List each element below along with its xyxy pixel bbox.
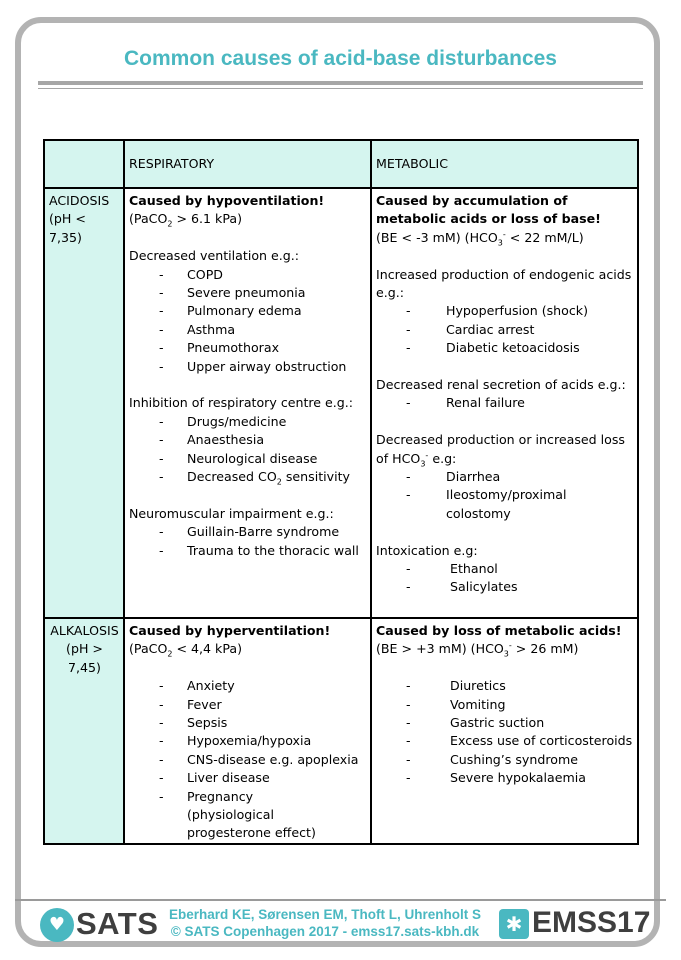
intoxication-label: Intoxication e.g: bbox=[376, 542, 478, 558]
acidosis-respiratory-cell bbox=[124, 188, 371, 618]
list-item: - Vomiting bbox=[376, 696, 634, 714]
hco3-loss-label: Decreased production or increased loss of $HCO_3^-$ e.g: bbox=[376, 432, 625, 469]
list-item: - Severe pneumonia bbox=[129, 284, 367, 302]
acidosis-ph-range: (pH < 7,35) bbox=[49, 211, 86, 245]
inhibition-label: Inhibition of respiratory centre e.g.: bbox=[129, 395, 354, 411]
alkalosis-label-cell bbox=[44, 618, 124, 844]
footer-authors: Eberhard KE, Sørensen EM, Thoft L, Uhrenholt S bbox=[168, 907, 482, 922]
endogenic-label: Increased production of endogenic acids e.g.: bbox=[376, 266, 632, 301]
list-item: - Ethanol bbox=[376, 560, 634, 578]
alkalosis-resp-list bbox=[129, 677, 367, 843]
list-item: - Diarrhea bbox=[376, 468, 634, 486]
footer-divider bbox=[15, 899, 666, 901]
inhibition-list bbox=[129, 413, 367, 487]
list-item: - Hypoxemia/hypoxia bbox=[129, 732, 367, 750]
endogenic-list bbox=[376, 302, 634, 357]
list-item: - Trauma to the thoracic wall bbox=[129, 542, 367, 560]
list-item: - Asthma bbox=[129, 321, 367, 339]
acidosis-label: ACIDOSIS bbox=[49, 193, 110, 208]
list-item: - Anaesthesia bbox=[129, 431, 367, 449]
header-respiratory: RESPIRATORY bbox=[124, 140, 371, 188]
page-title: Common causes of acid-base disturbances bbox=[124, 47, 557, 70]
list-item: - Ileostomy/proximal colostomy bbox=[376, 486, 634, 523]
title-divider-thin bbox=[38, 88, 643, 89]
acidosis-label-cell bbox=[44, 188, 124, 618]
list-item: - Hypoperfusion (shock) bbox=[376, 302, 634, 320]
list-item: - Pulmonary edema bbox=[129, 302, 367, 320]
title-divider-thick bbox=[38, 81, 643, 85]
list-item: - Guillain-Barre syndrome bbox=[129, 523, 367, 541]
acid-base-table bbox=[43, 139, 639, 845]
list-item: - Pregnancy (physiological progesterone effect) bbox=[129, 788, 367, 843]
list-item: - Salicylates bbox=[376, 578, 634, 596]
renal-label: Decreased renal secretion of acids e.g.: bbox=[376, 377, 626, 393]
sats-logo-text: SATS bbox=[76, 906, 159, 941]
decreased-ventilation-label: Decreased ventilation e.g.: bbox=[129, 248, 299, 264]
intoxication-list bbox=[376, 560, 634, 597]
acidosis-resp-paco2: (PaCO$_2$ > 6.1 kPa) bbox=[129, 211, 243, 229]
emss-logo-text: EMSS17 bbox=[532, 906, 651, 939]
alkalosis-row bbox=[44, 618, 638, 844]
list-item: - Fever bbox=[129, 696, 367, 714]
sats-logo bbox=[40, 906, 170, 946]
list-item: - Neurological disease bbox=[129, 450, 367, 468]
corner-cell bbox=[44, 140, 124, 188]
list-item: - Diabetic ketoacidosis bbox=[376, 339, 634, 357]
alkalosis-respiratory-cell bbox=[124, 618, 371, 844]
alkalosis-label: ALKALOSIS bbox=[50, 623, 119, 638]
list-item: - Pneumothorax bbox=[129, 339, 367, 357]
acidosis-metabolic-cell bbox=[371, 188, 638, 618]
footer-credits bbox=[160, 906, 490, 940]
acidosis-meta-values: (BE < -3 mM) ($HCO_3^- < 22$ mM/L) bbox=[376, 229, 584, 248]
neuromuscular-list bbox=[129, 523, 367, 560]
alkalosis-meta-list bbox=[376, 677, 634, 787]
emss-logo bbox=[499, 906, 649, 946]
hco3-loss-list bbox=[376, 468, 634, 523]
list-item: - Severe hypokalaemia bbox=[376, 769, 634, 787]
decreased-ventilation-list bbox=[129, 266, 367, 376]
acidosis-resp-heading: Caused by hypoventilation! bbox=[129, 193, 325, 208]
list-item: - Cardiac arrest bbox=[376, 321, 634, 339]
header-metabolic: METABOLIC bbox=[371, 140, 638, 188]
list-item: - Liver disease bbox=[129, 769, 367, 787]
list-item: - Cushing’s syndrome bbox=[376, 751, 634, 769]
alkalosis-metabolic-cell bbox=[371, 618, 638, 844]
emss-star-of-life-icon: ✱ bbox=[499, 909, 529, 939]
list-item: - Gastric suction bbox=[376, 714, 634, 732]
list-item: - Upper airway obstruction bbox=[129, 358, 367, 376]
header-row bbox=[44, 140, 638, 188]
renal-list bbox=[376, 394, 634, 412]
alkalosis-resp-heading: Caused by hyperventilation! bbox=[129, 623, 331, 638]
footer-copyright: © SATS Copenhagen 2017 - emss17.sats-kbh.dk bbox=[170, 924, 480, 939]
sats-heart-icon: ♥ bbox=[40, 908, 74, 942]
list-item: - Anxiety bbox=[129, 677, 367, 695]
list-item: - Sepsis bbox=[129, 714, 367, 732]
alkalosis-ph-range: (pH > 7,45) bbox=[66, 641, 103, 675]
acidosis-row bbox=[44, 188, 638, 618]
list-item: - Diuretics bbox=[376, 677, 634, 695]
list-item: - Excess use of corticosteroids bbox=[376, 732, 634, 750]
alkalosis-meta-values: (BE > +3 mM) ($HCO_3^- > 26$ mM) bbox=[376, 641, 579, 659]
list-item: - Renal failure bbox=[376, 394, 634, 412]
list-item: - CNS-disease e.g. apoplexia bbox=[129, 751, 367, 769]
acidosis-meta-heading: Caused by accumulation of metabolic acids or loss of base! bbox=[376, 193, 601, 227]
alkalosis-resp-paco2: (PaCO$_2$ < 4,4 kPa) bbox=[129, 641, 243, 659]
neuromuscular-label: Neuromuscular impairment e.g.: bbox=[129, 505, 334, 521]
list-item: - Drugs/medicine bbox=[129, 413, 367, 431]
list-item: - Decreased $CO_2$ sensitivity bbox=[129, 468, 367, 486]
alkalosis-meta-heading: Caused by loss of metabolic acids! bbox=[376, 623, 622, 638]
list-item: - COPD bbox=[129, 266, 367, 284]
